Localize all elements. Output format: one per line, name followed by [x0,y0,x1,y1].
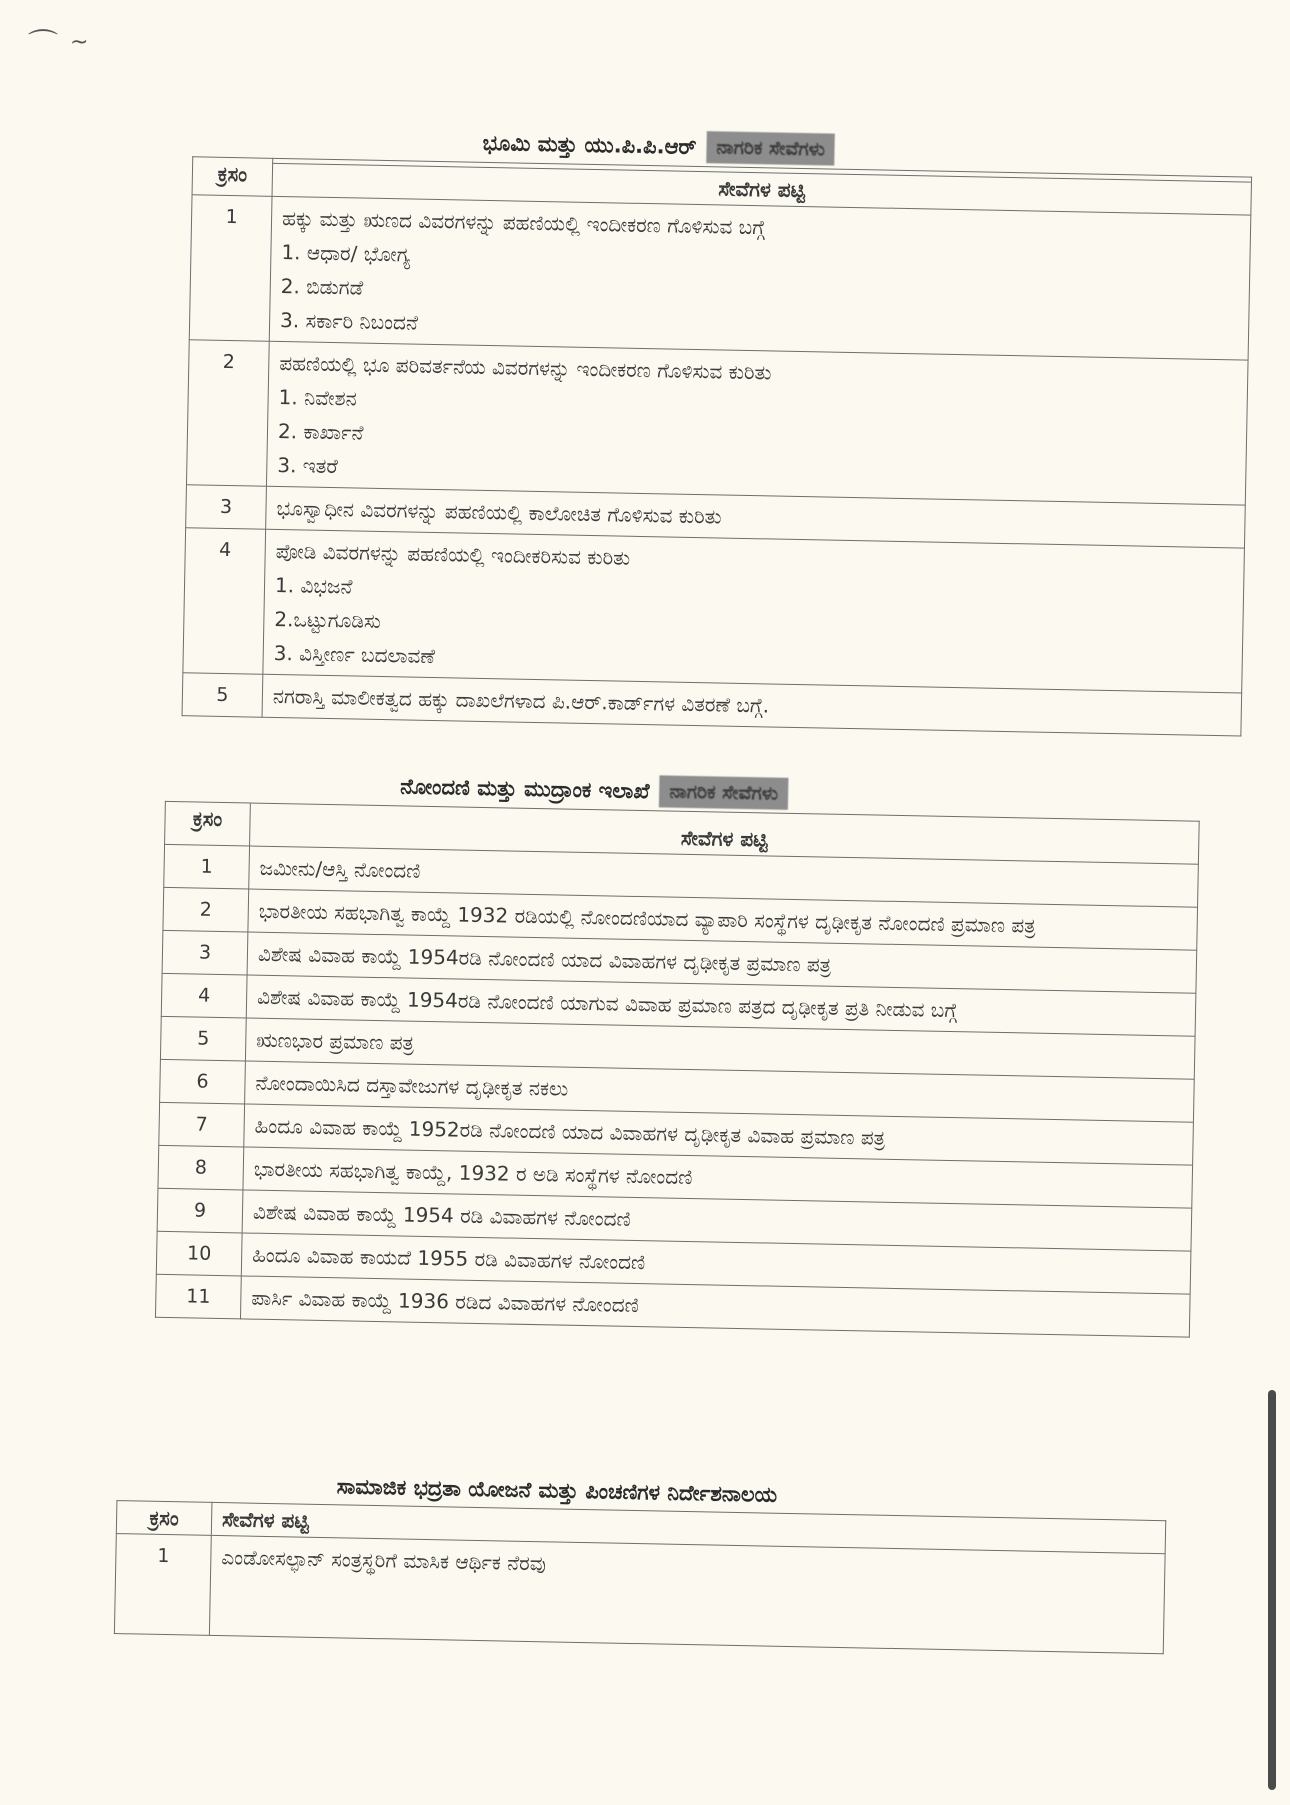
row-text: ಹಿಂದೂ ವಿವಾಹ ಕಾಯದೆ 1955 ರಡಿ ವಿವಾಹಗಳ ನೋಂದಣಿ [241,1233,1191,1294]
row-text: ಋಣಭಾರ ಪ್ರಮಾಣ ಪತ್ರ [245,1018,1195,1079]
list-item: 1. ನಿವೇಶನ [278,384,357,411]
row-heading: ಪೋಡಿ ವಿವರಗಳನ್ನು ಪಹಣಿಯಲ್ಲಿ ಇಂದೀಕರಿಸುವ ಕುರಿತು [275,538,631,570]
row-number: 11 [155,1274,241,1319]
section-title-social-security [337,1474,778,1507]
corner-mark: ⌒ [28,28,58,63]
row-text [263,529,1245,693]
row-number: 1 [114,1534,211,1636]
row-number: 4 [183,528,266,675]
table-row [114,1534,1165,1654]
corner-mark: ~ [70,30,89,55]
row-number: 8 [158,1145,244,1190]
row-number: 6 [160,1059,246,1104]
col-header-number: ಕ್ರಸಂ [165,801,251,846]
row-text: ಜಮೀನು/ಆಸ್ತಿ ನೋಂದಣಿ [249,846,1199,907]
row-text: ಹಿಂದೂ ವಿವಾಹ ಕಾಯ್ದೆ 1952ರಡಿ ನೋಂದಣಿ ಯಾದ ವಿವಾಹಗಳ ದೃಢೀಕೃತ ವಿವಾಹ ಪ್ರಮಾಣ ಪತ್ರ [244,1104,1194,1165]
bhoomi-services-table [182,156,1253,736]
row-text: ಭೂಸ್ವಾಧೀನ ವಿವರಗಳನ್ನು ಪಹಣಿಯಲ್ಲಿ ಕಾಲೋಚಿತ ಗೊಳಿಸುವ ಕುರಿತು [266,486,1246,548]
social-security-services-table [114,1500,1166,1654]
list-item: 2. ಕಾರ್ಖಾನೆ [277,418,364,445]
section-title-text: ನೋಂದಣಿ ಮತ್ತು ಮುದ್ರಾಂಕ ಇಲಾಖೆ [399,773,650,803]
row-text: ನಗರಾಸ್ತಿ ಮಾಲೀಕತ್ವದ ಹಕ್ಕು ದಾಖಲೆಗಳಾದ ಪಿ.ಆರ್.ಕಾರ್ಡ್‌ಗಳ ವಿತರಣೆ ಬಗ್ಗೆ. [262,674,1242,736]
section-title-text: ಸಾಮಾಜಿಕ ಭದ್ರತಾ ಯೋಜನೆ ಮತ್ತು ಪಿಂಚಣಿಗಳ ನಿರ್ದೇಶನಾಲಯ [336,1474,778,1507]
registration-services-table [155,801,1200,1338]
row-text: ಪಾರ್ಸಿ ವಿವಾಹ ಕಾಯ್ದೆ 1936 ರಡಿದ ವಿವಾಹಗಳ ನೋಂದಣಿ [240,1276,1190,1337]
row-number: 5 [182,673,263,718]
col-header-number: ಕ್ರಸಂ [192,157,273,197]
row-heading: ಹಕ್ಕು ಮತ್ತು ಋಣದ ವಿವರಗಳನ್ನು ಪಹಣಿಯಲ್ಲಿ ಇಂದೀಕರಣ ಗೊಳಿಸುವ ಬಗ್ಗೆ [281,206,766,240]
row-number: 3 [162,930,248,975]
row-number: 9 [157,1188,243,1233]
row-number: 5 [160,1016,246,1061]
row-text: ಭಾರತೀಯ ಸಹಭಾಗಿತ್ವ ಕಾಯ್ದೆ, 1932 ರ ಅಡಿ ಸಂಸ್ಥೆಗಳ ನೋಂದಣಿ [243,1147,1193,1208]
list-item: 3. ಇತರೆ [277,452,339,479]
row-heading: ಪಹಣಿಯಲ್ಲಿ ಭೂ ಪರಿವರ್ತನೆಯ ವಿವರಗಳನ್ನು ಇಂದೀಕರಣ ಗೊಳಿಸುವ ಕುರಿತು [279,350,772,385]
section-title-registration [400,770,789,809]
table-row [183,528,1245,693]
row-number: 7 [159,1102,245,1147]
col-header-services: ಸೇವೆಗಳ ಪಟ್ಟಿ [250,803,1200,864]
section-title-text: ಭೂಮಿ ಮತ್ತು ಯು.ಪಿ.ಪಿ.ಆರ್ [482,130,697,159]
redacted-label: ನಾಗರಿಕ ಸೇವೆಗಳು [706,131,835,165]
list-item: 3. ವಿಸ್ತೀರ್ಣ ಬದಲಾವಣೆ [273,640,436,669]
row-number: 1 [164,844,250,889]
row-number: 10 [156,1231,242,1276]
row-number: 1 [189,195,272,342]
row-text [269,196,1251,360]
list-item: 1. ಆಧಾರ/ ಭೋಗ್ಯ [281,240,411,267]
row-text: ಎಂಡೋಸಲ್ಫಾನ್ ಸಂತ್ರಸ್ಥರಿಗೆ ಮಾಸಿಕ ಆರ್ಥಿಕ ನೆರವು [209,1535,1165,1653]
row-text: ವಿಶೇಷ ವಿವಾಹ ಕಾಯ್ದೆ 1954ರಡಿ ನೋಂದಣಿ ಯಾಗುವ ವಿವಾಹ ಪ್ರಮಾಣ ಪತ್ರದ ದೃಢೀಕೃತ ಪ್ರತಿ ನೀಡುವ ಬಗ್ಗೆ [246,975,1196,1036]
scrollbar[interactable] [1268,1390,1276,1790]
row-text: ನೋಂದಾಯಿಸಿದ ದಸ್ತಾವೇಜುಗಳ ದೃಢೀಕೃತ ನಕಲು [245,1061,1195,1122]
list-item: 2.ಒಟ್ಟುಗೂಡಿಸು [274,606,382,633]
row-number: 2 [186,340,269,487]
table-row [186,340,1248,505]
list-item: 1. ವಿಭಜನೆ [274,572,353,599]
list-item: 2. ಬಿಡುಗಡೆ [280,274,364,300]
row-number: 3 [186,485,267,530]
row-text [266,341,1248,505]
row-number: 4 [161,973,247,1018]
table-row [189,195,1251,360]
col-header-services: ಸೇವೆಗಳ ಪಟ್ಟಿ [211,1502,1165,1553]
row-number: 2 [163,887,249,932]
row-text: ವಿಶೇಷ ವಿವಾಹ ಕಾಯ್ದೆ 1954 ರಡಿ ವಿವಾಹಗಳ ನೋಂದಣಿ [242,1190,1192,1251]
list-item: 3. ಸರ್ಕಾರಿ ನಿಬಂದನೆ [279,308,419,335]
col-header-number: ಕ್ರಸಂ [116,1501,212,1536]
col-header-services: ಸೇವೆಗಳ ಪಟ್ಟಿ [272,163,1251,215]
redacted-label: ನಾಗರಿಕ ಸೇವೆಗಳು [659,775,788,809]
section-title-bhoomi [482,127,835,166]
row-text: ವಿಶೇಷ ವಿವಾಹ ಕಾಯ್ದೆ 1954ರಡಿ ನೋಂದಣಿ ಯಾದ ವಿವಾಹಗಳ ದೃಢೀಕೃತ ಪ್ರಮಾಣ ಪತ್ರ [247,932,1197,993]
row-text: ಭಾರತೀಯ ಸಹಭಾಗಿತ್ವ ಕಾಯ್ದೆ 1932 ರಡಿಯಲ್ಲಿ ನೋಂದಣಿಯಾದ ವ್ಯಾಪಾರಿ ಸಂಸ್ಥೆಗಳ ದೃಢೀಕೃತ ನೋಂದಣಿ ಪ್ರಮಾಣ ಪತ್ರ [248,889,1198,950]
